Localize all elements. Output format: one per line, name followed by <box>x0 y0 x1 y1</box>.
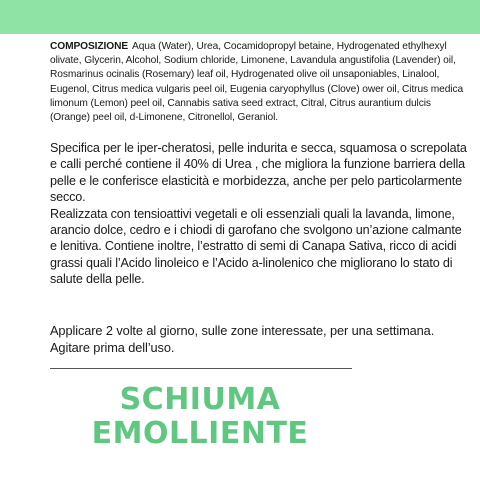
description-paragraph-2: Realizzata con tensioattivi vegetali e oli essenziali quali la lavanda, limone, arancio dolce, cedro e i chiodi di garofano che svolgono un’azione calmante e lenitiva. Contiene inoltre, l’estratto di semi di Canapa Sativa, ricco di acidi grassi quali l’Acido linoleico e l’Acido a-linolenico che migliorano lo stato di salute della pelle. <box>50 206 462 287</box>
composition-label: COMPOSIZIONE <box>50 41 129 52</box>
usage-instructions: Applicare 2 volte al giorno, sulle zone interessate, per una settimana. Agitare prima dell’uso. <box>50 323 435 355</box>
description-section <box>50 140 470 288</box>
description-paragraph-1: Specifica per le iper-cheratosi, pelle indurita e secca, squamosa o screpolata e calli perché contiene il 40% di Urea , che migliora la funzione barriera della pelle e le conferisce elasticità e morbidezza, anche per pelo particolarmente secco. <box>50 141 467 205</box>
top-color-band <box>0 0 480 34</box>
product-name-line-2: EMOLLIENTE <box>91 416 309 451</box>
composition-section <box>50 40 465 125</box>
composition-ingredients: Aqua (Water), Urea, Cocamidopropyl betaine, Hydrogenated ethylhexyl olivate, Glycerin, Alcohol, Sodium chloride, Limonene, Lavandula angustifolia (Lavender) oil, Rosmarinus ocinalis (Rosemary) leaf oil, Hydrogenated olive oil unsaponiables, Linalool, Eugenol, Citrus medica vulgaris peel oil, Eugenia caryophyllus (Clove) ower oil, Citrus medica limonum (Lemon) peel oil, Cannabis sativa seed extract, Citral, Citrus aurantium dulcis (Orange) peel oil, d-Limonene, Citronellol, Geraniol. <box>50 41 464 124</box>
product-name-logo <box>0 383 400 451</box>
divider-line <box>50 368 352 369</box>
product-name-line-1: SCHIUMA <box>119 382 281 417</box>
